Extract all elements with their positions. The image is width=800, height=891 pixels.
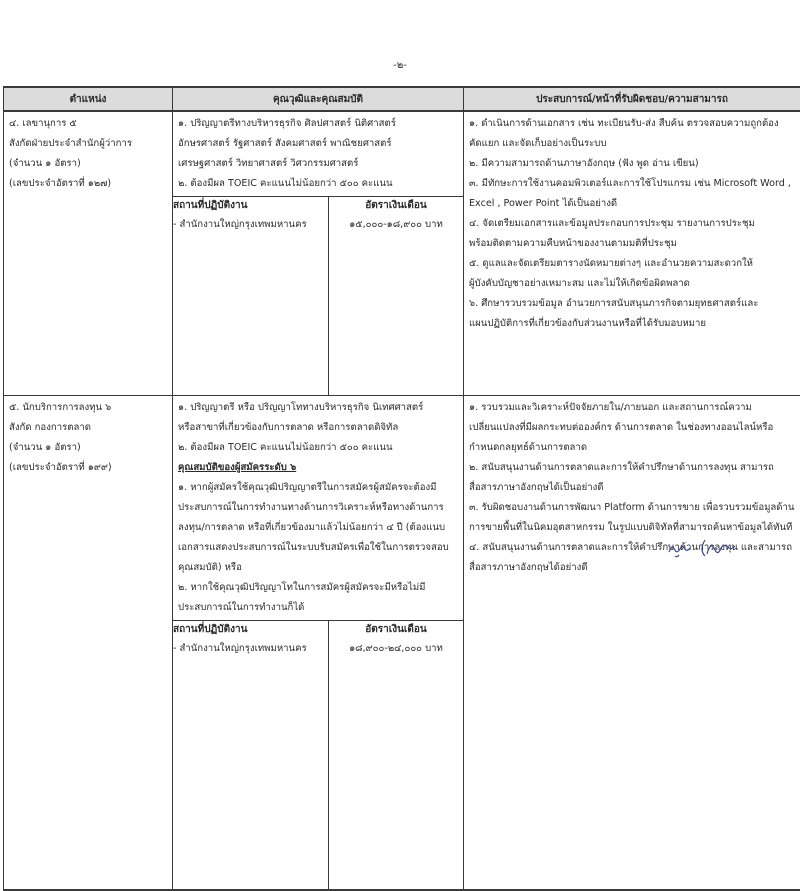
position-table	[3, 86, 800, 891]
experience-line: ๑. ดำเนินการด้านเอกสาร เช่น ทะเบียนรับ-ส่ง สืบค้น ตรวจสอบความถูกต้อง	[469, 114, 795, 134]
experience-line: คัดแยก และจัดเก็บอย่างเป็นระบบ	[469, 134, 795, 154]
level-item-line: ๑. หากผู้สมัครใช้คุณวุฒิปริญญาตรีในการสมัครผู้สมัครจะต้องมี	[178, 478, 458, 498]
position-count: (จำนวน ๑ อัตรา)	[9, 438, 167, 458]
experience-line: ผู้บังคับบัญชาอย่างเหมาะสม และไม่ให้เกิดข้อผิดพลาด	[469, 274, 795, 294]
qualification-line: เศรษฐศาสตร์ วิทยาศาสตร์ วิศวกรรมศาสตร์	[178, 154, 458, 174]
qualification-line: ๒. ต้องมีผล TOEIC คะแนนไม่น้อยกว่า ๕๐๐ คะแนน	[178, 438, 458, 458]
salary-value: ๑๘,๙๐๐-๒๔,๐๐๐ บาท	[329, 639, 463, 659]
salary-label: อัตราเงินเดือน	[329, 621, 463, 639]
experience-line: ๖. ศึกษารวบรวมข้อมูล อำนวยการสนับสนุนภารกิจตามยุทธศาสตร์และ	[469, 294, 795, 314]
experience-line: สื่อสารภาษาอังกฤษได้เป็นอย่างดี	[469, 478, 795, 498]
experience-line: การขายพื้นที่ในนิคมอุตสาหกรรม ในรูปแบบดิจิทัลที่สามารถค้นหาข้อมูลได้ทันที	[469, 518, 795, 538]
position-count: (จำนวน ๑ อัตรา)	[9, 154, 167, 174]
workplace-salary-table	[173, 196, 463, 395]
experience-line: สื่อสารภาษาอังกฤษได้อย่างดี	[469, 558, 795, 578]
workplace-label: สถานที่ปฏิบัติงาน	[173, 621, 328, 639]
experience-line: กำหนดกลยุทธ์ด้านการตลาด	[469, 438, 795, 458]
workplace-value: - สำนักงานใหญ่กรุงเทพมหานคร	[173, 215, 328, 235]
qualification-line: หรือสาขาที่เกี่ยวข้องกับการตลาด หรือการตลาดดิจิทัล	[178, 418, 458, 438]
header-experience: ประสบการณ์/หน้าที่รับผิดชอบ/ความสามารถ	[464, 87, 800, 111]
experience-line: ๑. รวบรวมและวิเคราะห์ปัจจัยภายใน/ภายนอก และสถานการณ์ความ	[469, 398, 795, 418]
experience-line: ๕. ดูแลและจัดเตรียมตารางนัดหมายต่างๆ และอำนวยความสะดวกให้	[469, 254, 795, 274]
experience-line: แผนปฏิบัติการที่เกี่ยวข้องกับส่วนงานหรือที่ได้รับมอบหมาย	[469, 314, 795, 334]
position-cell	[4, 111, 173, 396]
level-item-line: ประสบการณ์ในการทำงานก็ได้	[178, 598, 458, 618]
salary-cell	[329, 197, 464, 396]
experience-line: ๓. มีทักษะการใช้งานคอมพิวเตอร์และการใช้โปรแกรม เช่น Microsoft Word ,	[469, 174, 795, 194]
experience-cell	[464, 396, 800, 891]
qualification-line: ๒. ต้องมีผล TOEIC คะแนนไม่น้อยกว่า ๕๐๐ คะแนน	[178, 174, 458, 194]
position-number: (เลขประจำอัตราที่ ๑๒๗)	[9, 174, 167, 194]
level-item-line: เอกสารแสดงประสบการณ์ในระบบรับสมัครเพื่อใช้ในการตรวจสอบ	[178, 538, 458, 558]
experience-line: เปลี่ยนแปลงที่มีผลกระทบต่อองค์กร ด้านการตลาด ในช่องทางออนไลน์หรือ	[469, 418, 795, 438]
experience-line: ๒. สนับสนุนงานด้านการตลาดและการให้คำปรึกษาด้านการลงทุน สามารถ	[469, 458, 795, 478]
experience-line: ๔. สนับสนุนงานด้านการตลาดและการให้คำปรึกษาด้านการลงทุน และสามารถ	[469, 538, 795, 558]
level-item-line: คุณสมบัติ) หรือ	[178, 558, 458, 578]
experience-line: พร้อมติดตามความคืบหน้าของงานตามมติที่ประชุม	[469, 234, 795, 254]
header-qualifications: คุณวุฒิและคุณสมบัติ	[173, 87, 464, 111]
level-item-line: ๒. หากใช้คุณวุฒิปริญญาโทในการสมัครผู้สมัครจะมีหรือไม่มี	[178, 578, 458, 598]
workplace-label: สถานที่ปฏิบัติงาน	[173, 197, 328, 215]
header-position: ตำแหน่ง	[4, 87, 173, 111]
position-department: สังกัด กองการตลาด	[9, 418, 167, 438]
level-item-line: ลงทุน/การตลาด หรือที่เกี่ยวข้องมาแล้วไม่น้อยกว่า ๔ ปี (ต้องแนบ	[178, 518, 458, 538]
experience-line: ๒. มีความสามารถด้านภาษาอังกฤษ (ฟัง พูด อ่าน เขียน)	[469, 154, 795, 174]
page-number: -๒-	[0, 58, 800, 73]
table-row	[4, 111, 800, 396]
level-heading: คุณสมบัติของผู้สมัครระดับ ๖	[178, 458, 458, 478]
salary-cell	[329, 621, 464, 890]
experience-cell	[464, 111, 800, 396]
qualification-line: อักษรศาสตร์ รัฐศาสตร์ สังคมศาสตร์ พาณิชยศาสตร์	[178, 134, 458, 154]
level-item-line: ประสบการณ์ในการทำงานทางด้านการวิเคราะห์หรือทางด้านการ	[178, 498, 458, 518]
position-cell	[4, 396, 173, 891]
signature-icon	[665, 532, 745, 562]
workplace-value: - สำนักงานใหญ่กรุงเทพมหานคร	[173, 639, 328, 659]
experience-line: ๓. รับผิดชอบงานด้านการพัฒนา Platform ด้านการขาย เพื่อรวบรวมข้อมูลด้าน	[469, 498, 795, 518]
table-row	[4, 396, 800, 891]
qualification-line: ๑. ปริญญาตรี หรือ ปริญญาโททางบริหารธุรกิจ นิเทศศาสตร์	[178, 398, 458, 418]
qualification-line: ๑. ปริญญาตรีทางบริหารธุรกิจ ศิลปศาสตร์ นิติศาสตร์	[178, 114, 458, 134]
qualifications-cell	[173, 111, 464, 396]
position-title: ๕. นักบริการการลงทุน ๖	[9, 398, 167, 418]
qualifications-cell	[173, 396, 464, 891]
position-department: สังกัดฝ่ายประจำสำนักผู้ว่าการ	[9, 134, 167, 154]
table-header-row	[4, 87, 800, 111]
position-number: (เลขประจำอัตราที่ ๑๙๙)	[9, 458, 167, 478]
salary-value: ๑๕,๐๐๐-๑๘,๙๐๐ บาท	[329, 215, 463, 235]
experience-line: Excel , Power Point ได้เป็นอย่างดี	[469, 194, 795, 214]
workplace-salary-table	[173, 620, 463, 889]
experience-line: ๔. จัดเตรียมเอกสารและข้อมูลประกอบการประชุม รายงานการประชุม	[469, 214, 795, 234]
salary-label: อัตราเงินเดือน	[329, 197, 463, 215]
workplace-cell	[173, 197, 329, 396]
position-title: ๔. เลขานุการ ๕	[9, 114, 167, 134]
workplace-cell	[173, 621, 329, 890]
